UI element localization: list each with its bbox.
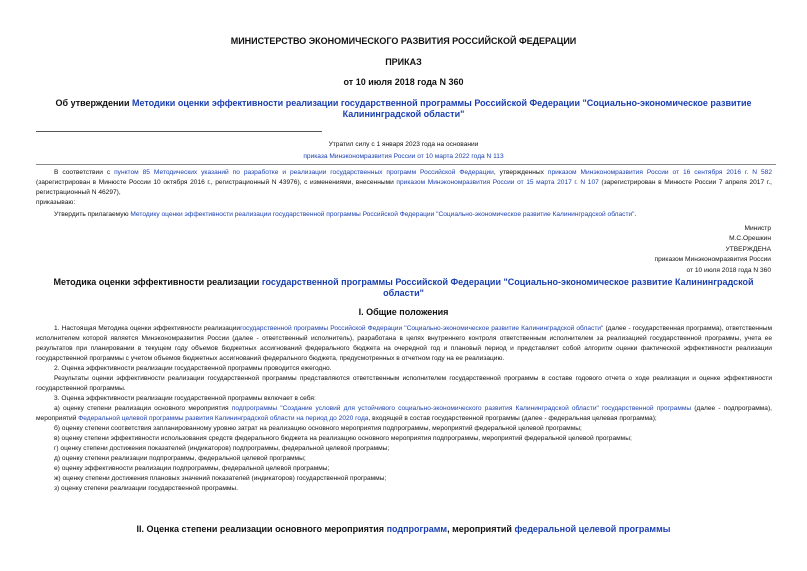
item-a: [36, 404, 772, 424]
status-note: [0, 140, 807, 162]
doc-type-heading: ПРИКАЗ: [385, 57, 422, 67]
text-span: (зарегистрирован в Минюсте России 7 апреля 2017 г., регистрационный N 46297),: [36, 179, 773, 196]
minister-title: Министр: [744, 225, 771, 232]
approved-date: от 10 июля 2018 года N 360: [686, 266, 771, 274]
doc-title-prefix: Об утверждении: [55, 98, 132, 108]
approved-by: приказом Минэкономразвития России: [654, 256, 771, 264]
guidelines-link[interactable]: пунктом 85 Методических указаний по разработке и реализации государственных программ Российской Федерации: [114, 169, 494, 176]
state-program-inline-link[interactable]: государственной программы Российской Федерации "Социально-экономическое развитие Калининградской области": [240, 325, 604, 332]
status-line: Утратил силу с 1 января 2023 года на основании: [328, 141, 479, 148]
text-span: , входящей в состав государственной программы (далее - федеральная целевая программа);: [368, 415, 657, 422]
text-span: (далее - государственная программа), ответственным исполнителем которой является Минэкономразвития России (далее - ответственный исполнитель), разработана в целях внутреннего контроля ответственным исполнителем за реализацией государственной программы, учета ее результатов при планировании в текущем году объемов бюджетных ассигнований федерального бюджета на очередной год и плановый период и представляет собой алгоритм оценки фактической эффективности реализации государственной программы с учетом объемов бюджетных ассигнований федерального бюджета, предусмотренных в отчетном году на ее реализацию.: [36, 325, 772, 362]
text-span: (зарегистрирован в Минюсте России 10 октября 2016 г., регистрационный N 43976), с изменениями, внесенными: [36, 179, 397, 186]
doc-date-heading: от 10 июля 2018 года N 360: [343, 77, 464, 87]
item-v: в) оценку степени эффективности использования средств федерального бюджета на реализацию основного мероприятия подпрограммы, мероприятий федеральной целевой программы;: [54, 435, 632, 442]
preamble: [36, 168, 772, 220]
text-span: Методика оценки эффективности реализации: [53, 277, 262, 287]
methodology-link[interactable]: Методику оценки эффективности реализации государственной программы Российской Федерации "Социально-экономическое развитие Калининградской области": [130, 211, 635, 218]
text-span: а) оценку степени реализации основного мероприятия: [54, 405, 232, 412]
methodology-title-link-cont[interactable]: Калининградской области": [342, 109, 465, 119]
order-107-link[interactable]: приказом Минэкономразвития России от 15 марта 2017 г. N 107: [396, 179, 599, 186]
text-span: .: [634, 211, 637, 218]
methodology-heading: [0, 277, 807, 299]
text-span: (далее - подпрограмма), мероприятий: [36, 405, 772, 422]
section-1-heading: I. Общие положения: [358, 307, 449, 317]
federal-target-program-link[interactable]: федеральной целевой программы: [514, 524, 671, 534]
clause-2-results: Результаты оценки эффективности реализации государственной программы представляются ответственным исполнителем государственной программы в составе годового отчета о ходе реализации и оценке эффективности государственной программы.: [36, 375, 772, 392]
clause-3: 3. Оценка эффективности реализации государственной программы включает в себя:: [54, 395, 316, 402]
item-d: д) оценку степени реализации подпрограммы, федеральной целевой программы;: [54, 455, 306, 462]
subprogram-link[interactable]: подпрограммы "Создание условий для устойчивого социально-экономического развития Калининградской области" государственной программы: [231, 405, 692, 412]
item-g: г) оценку степени достижения показателей (индикаторов) подпрограммы, федеральной целевой программы;: [54, 445, 390, 452]
clause-2: 2. Оценка эффективности реализации государственной программы проводится ежегодно.: [54, 365, 332, 372]
federal-program-link[interactable]: Федеральной целевой программы развития Калининградской области на период до 2020 года: [78, 415, 369, 422]
signature-block: [471, 224, 771, 276]
state-program-link-cont[interactable]: области": [383, 288, 424, 298]
item-b: б) оценку степени соответствия запланированному уровню затрат на реализацию основного мероприятия подпрограммы, мероприятий федеральной целевой программы;: [54, 425, 582, 432]
item-e: е) оценку эффективности реализации подпрограммы, федеральной целевой программы;: [54, 465, 330, 472]
preamble-paragraph: [36, 168, 772, 198]
doc-title: [0, 98, 807, 120]
text-span: II. Оценка степени реализации основного мероприятия: [136, 524, 387, 534]
order-word: приказываю:: [36, 199, 76, 206]
state-program-link[interactable]: государственной программы Российской Федерации "Социально-экономическое развитие Калининградской: [261, 277, 754, 287]
item-z: з) оценку степени реализации государственной программы.: [54, 485, 238, 492]
text-span: В соответствии с: [54, 169, 115, 176]
approved-label: УТВЕРЖДЕНА: [725, 245, 771, 253]
order-582-link[interactable]: приказом Минэкономразвития России от 16 сентября 2016 г. N 582: [547, 169, 772, 176]
section-2-heading: [0, 524, 807, 534]
item-zh: ж) оценку степени достижения плановых значений показателей (индикаторов) государственной программы;: [54, 475, 387, 482]
methodology-title-link[interactable]: Методики оценки эффективности реализации государственной программы Российской Федерации "Социально-экономическое развитие: [132, 98, 752, 108]
subprograms-link[interactable]: подпрограмм: [386, 524, 448, 534]
text-span: , утвержденных: [493, 169, 548, 176]
divider-line: [36, 164, 776, 165]
minister-name: М.С.Орешкин: [729, 235, 771, 243]
approve-paragraph: [36, 210, 772, 220]
methodology-body: [36, 324, 772, 494]
divider-line: [36, 131, 322, 132]
repeal-order-link[interactable]: приказа Минэкономразвития России от 10 марта 2022 года N 113: [303, 153, 504, 160]
text-span: 1. Настоящая Методика оценки эффективности реализации: [54, 325, 241, 332]
clause-1: [36, 324, 772, 364]
ministry-heading: МИНИСТЕРСТВО ЭКОНОМИЧЕСКОГО РАЗВИТИЯ РОССИЙСКОЙ ФЕДЕРАЦИИ: [230, 36, 577, 46]
text-span: Утвердить прилагаемую: [54, 211, 131, 218]
text-span: , мероприятий: [447, 524, 515, 534]
